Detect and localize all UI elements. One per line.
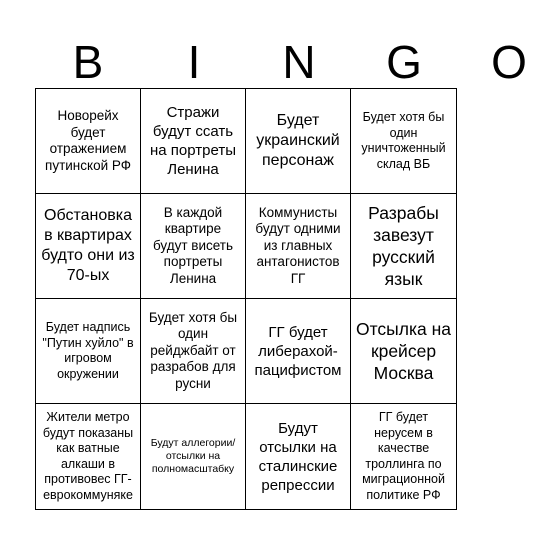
header-letter-g: G bbox=[386, 36, 422, 88]
bingo-header bbox=[35, 36, 527, 88]
cell-text: Новорейх будет отражением путинской РФ bbox=[45, 108, 131, 173]
bingo-cell[interactable] bbox=[351, 404, 456, 509]
bingo-cell[interactable] bbox=[36, 299, 141, 404]
cell-text: ГГ будет нерусем в качестве троллинга по миграционной политике РФ bbox=[362, 410, 445, 502]
header-letter-o: O bbox=[491, 36, 527, 88]
cell-text: Обстановка в квартирах будто они из 70-ых bbox=[41, 207, 135, 284]
bingo-cell[interactable] bbox=[351, 299, 456, 404]
cell-text: Жители метро будут показаны как ватные алкаши в противовес ГГ-еврокоммуняке bbox=[42, 410, 134, 502]
bingo-cell[interactable] bbox=[141, 404, 246, 509]
cell-text: Будет хотя бы один рейджбайт от разрабов для русни bbox=[148, 309, 238, 391]
cell-text: Разрабы завезут русский язык bbox=[368, 203, 439, 289]
bingo-cell[interactable] bbox=[351, 89, 456, 194]
cell-text: Будет надпись "Путин хуйло" в игровом окружении bbox=[42, 320, 134, 381]
cell-text: Будут аллегории/отсылки на полномасштабку bbox=[150, 437, 236, 475]
header-letter-b: B bbox=[72, 36, 104, 88]
bingo-cell[interactable] bbox=[246, 404, 351, 509]
cell-text: Будет украинский персонаж bbox=[256, 112, 340, 169]
bingo-cell[interactable] bbox=[36, 404, 141, 509]
bingo-cell[interactable] bbox=[351, 194, 456, 299]
cell-text: Отсылка на крейсер Москва bbox=[356, 319, 452, 383]
bingo-cell[interactable] bbox=[141, 194, 246, 299]
cell-text: В каждой квартире будут висеть портреты Ленина bbox=[152, 204, 234, 286]
bingo-grid bbox=[35, 88, 457, 510]
bingo-cell[interactable] bbox=[246, 89, 351, 194]
cell-text: Будет хотя бы один уничтоженный склад ВБ bbox=[361, 110, 446, 171]
bingo-cell[interactable] bbox=[246, 194, 351, 299]
cell-text: Стражи будут ссать на портреты Ленина bbox=[150, 104, 236, 178]
bingo-cell[interactable] bbox=[246, 299, 351, 404]
cell-text: Будут отсылки на сталинские репрессии bbox=[258, 419, 338, 494]
bingo-cell[interactable] bbox=[141, 89, 246, 194]
cell-text: Коммунисты будут одними из главных антагонистов ГГ bbox=[255, 204, 341, 286]
bingo-cell[interactable] bbox=[36, 194, 141, 299]
bingo-cell[interactable] bbox=[141, 299, 246, 404]
cell-text: ГГ будет либерахой-пацифистом bbox=[254, 323, 342, 379]
header-letter-n: N bbox=[282, 36, 316, 88]
header-letter-i: I bbox=[187, 36, 201, 88]
bingo-cell[interactable] bbox=[36, 89, 141, 194]
